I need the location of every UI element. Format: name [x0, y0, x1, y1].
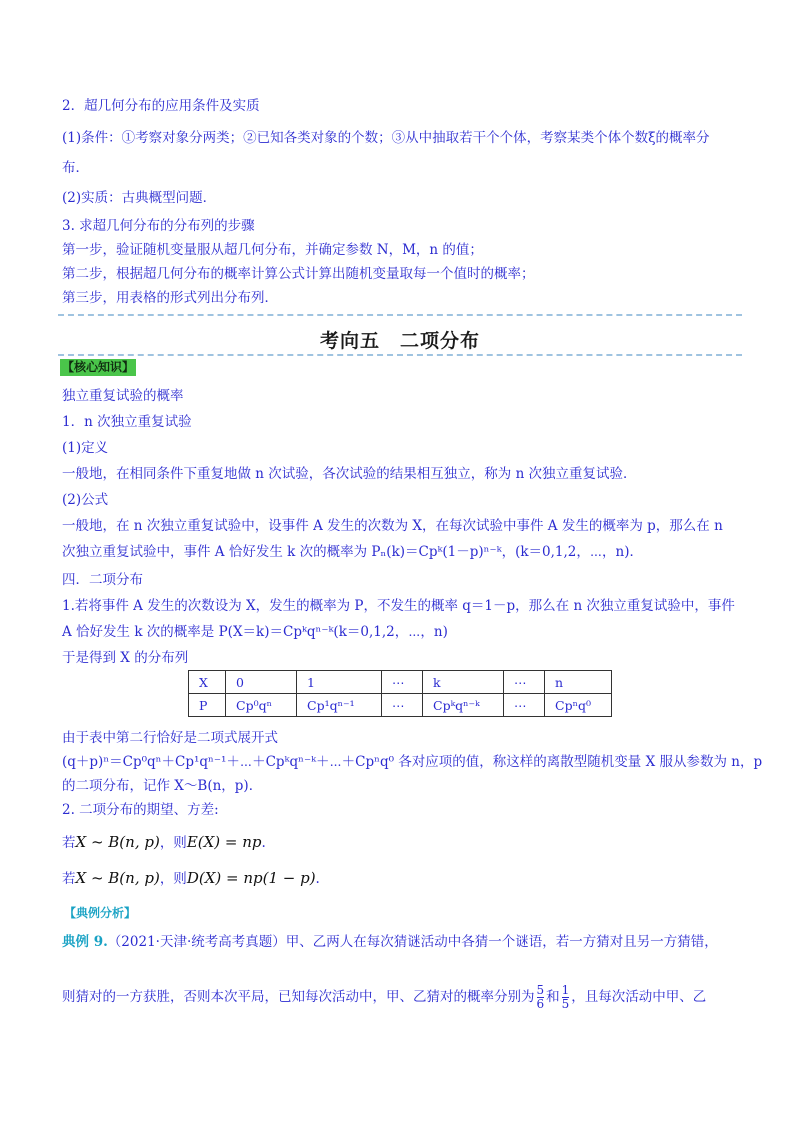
fraction-numerator: 5 — [536, 983, 545, 997]
example-line-1 — [62, 932, 718, 952]
fraction-1-5 — [562, 984, 570, 1011]
condition-line-2: 布． — [62, 160, 89, 176]
table-cell: 0 — [226, 671, 297, 694]
section-heading: 考向五 二项分布 — [319, 330, 480, 352]
table-cell: Cp¹qⁿ⁻¹ — [297, 694, 382, 717]
example-text-2a: 则猜对的一方获胜，否则本次平局，已知每次活动中，甲、乙猜对的概率分别为 — [62, 989, 535, 1005]
mean-end: . — [261, 835, 266, 851]
section3-title: 3. 求超几何分布的分布列的步骤 — [62, 218, 255, 234]
mean-mid: ，则 — [159, 835, 187, 851]
fraction-denominator: 6 — [536, 997, 545, 1011]
core-item-1: 1．n 次独立重复试验 — [62, 414, 192, 430]
section-divider-top — [58, 314, 742, 316]
after-table-line-1: 由于表中第二行恰好是二项式展开式 — [62, 730, 278, 746]
essence-line: (2)实质：古典概型问题． — [62, 190, 217, 206]
section-divider-bottom — [58, 354, 742, 356]
formula-line-1: 一般地，在 n 次独立重复试验中，设事件 A 发生的次数为 X，在每次试验中事件 A 发生的概率为 p，那么在 n — [62, 518, 723, 534]
definition-text: 一般地，在相同条件下重复地做 n 次试验，各次试验的结果相互独立，称为 n 次独立重复试验． — [62, 466, 637, 482]
distribution-table — [188, 670, 612, 717]
definition-title: (1)定义 — [62, 440, 109, 456]
mean-formula: E(X) = np — [186, 833, 262, 851]
variance-line — [62, 868, 320, 889]
binomial-title: 四．二项分布 — [62, 572, 143, 588]
table-row — [189, 694, 612, 717]
mean-condition: X ~ B(n, p) — [75, 833, 160, 851]
table-cell: 1 — [297, 671, 382, 694]
mean-variance-title: 2. 二项分布的期望、方差: — [62, 802, 219, 818]
binomial-line-1: 1.若将事件 A 发生的次数设为 X，发生的概率为 P，不发生的概率 q＝1－p，那么在 n 次独立重复试验中，事件 — [62, 598, 735, 614]
table-cell: X — [189, 671, 226, 694]
section2-title: 2．超几何分布的应用条件及实质 — [62, 98, 260, 114]
table-cell: ⋯ — [504, 694, 545, 717]
binomial-line-3: 于是得到 X 的分布列 — [62, 650, 189, 666]
mean-prefix: 若 — [62, 835, 76, 851]
after-table-line-3: 的二项分布，记作 X～B(n，p)． — [62, 778, 263, 794]
example-and: 和 — [546, 989, 560, 1005]
table-cell: Cpⁿq⁰ — [545, 694, 612, 717]
after-table-line-2: (q＋p)ⁿ＝Cp⁰qⁿ＋Cp¹qⁿ⁻¹＋⋯＋Cpᵏqⁿ⁻ᵏ＋⋯＋Cpⁿq⁰ 各对应项的值，称这样的离散型随机变量 X 服从参数为 n，p — [62, 754, 763, 770]
step-2: 第二步，根据超几何分布的概率计算公式计算出随机变量取每一个值时的概率； — [62, 266, 535, 282]
fraction-numerator: 1 — [561, 983, 570, 997]
variance-formula: D(X) = np(1 − p) — [186, 869, 316, 887]
variance-prefix: 若 — [62, 871, 76, 887]
fraction-denominator: 5 — [561, 997, 570, 1011]
table-cell: ⋯ — [382, 671, 423, 694]
table-cell: P — [189, 694, 226, 717]
core-intro: 独立重复试验的概率 — [62, 388, 184, 404]
example-label: 典例 9. — [62, 934, 108, 950]
table-cell: n — [545, 671, 612, 694]
table-cell: Cpᵏqⁿ⁻ᵏ — [423, 694, 504, 717]
variance-mid: ，则 — [159, 871, 187, 887]
example-analysis-badge: 【典例分析】 — [64, 906, 137, 920]
table-row — [189, 671, 612, 694]
formula-line-2: 次独立重复试验中，事件 A 恰好发生 k 次的概率为 Pₙ(k)＝Cpᵏ(1－p)ⁿ⁻ᵏ，(k＝0,1,2，⋯，n)． — [62, 544, 643, 560]
table-cell: Cp⁰qⁿ — [226, 694, 297, 717]
condition-line-1: (1)条件：①考察对象分两类；②已知各类对象的个数；③从中抽取若干个个体，考察某类个体个数ξ的概率分 — [62, 130, 710, 146]
step-3: 第三步，用表格的形式列出分布列． — [62, 290, 278, 306]
example-line-2 — [62, 984, 706, 1024]
variance-condition: X ~ B(n, p) — [75, 869, 160, 887]
table-cell: ⋯ — [504, 671, 545, 694]
fraction-5-6 — [537, 984, 545, 1011]
variance-end: . — [315, 871, 320, 887]
example-text-1: （2021·天津·统考高考真题）甲、乙两人在每次猜谜活动中各猜一个谜语，若一方猜对且另一方猜错， — [107, 934, 718, 950]
core-knowledge-badge: 【核心知识】 — [62, 360, 135, 374]
step-1: 第一步，验证随机变量服从超几何分布，并确定参数 N，M，n 的值； — [62, 242, 483, 258]
formula-title: (2)公式 — [62, 492, 109, 508]
example-text-2b: ，且每次活动中甲、乙 — [571, 989, 707, 1005]
mean-line — [62, 832, 266, 853]
binomial-line-2: A 恰好发生 k 次的概率是 P(X＝k)＝Cpᵏqⁿ⁻ᵏ(k＝0,1,2，⋯，n) — [62, 624, 448, 640]
table-cell: k — [423, 671, 504, 694]
table-cell: ⋯ — [382, 694, 423, 717]
